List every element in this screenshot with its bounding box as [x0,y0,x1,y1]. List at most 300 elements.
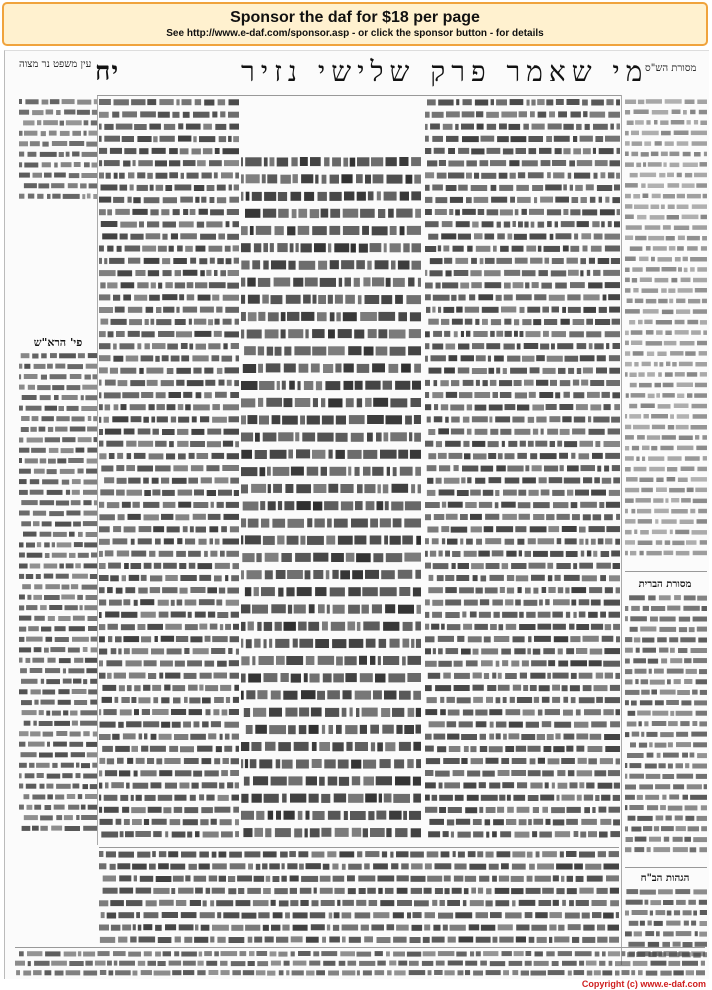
text-word [223,404,239,410]
text-word [105,550,114,556]
sponsor-banner[interactable] [2,2,708,46]
text-word [571,502,578,508]
text-word [522,477,536,483]
text-word [24,163,38,168]
text-word [536,355,545,361]
text-word [147,221,159,227]
text-word [241,811,254,820]
text-word [99,900,108,906]
text-word [180,783,190,789]
text-word [263,209,276,218]
text-word [116,124,133,130]
text-word [230,636,239,642]
text-word [370,725,379,734]
text-word [499,624,504,630]
text-word [84,511,98,516]
text-word [683,163,698,168]
text-word [533,429,538,435]
text-word [43,120,58,125]
text-word [546,404,557,410]
text-word [59,658,71,663]
text-word [91,647,97,652]
text-word [214,697,224,703]
text-word [661,131,671,136]
text-word [395,295,403,304]
text-word [694,120,698,125]
text-word [75,563,81,568]
text-word [688,299,700,304]
text-word [452,319,463,325]
text-word [462,612,466,618]
text-word [284,347,291,356]
text-word [442,538,445,544]
text-word [428,429,435,435]
text-word [208,514,221,520]
text-word [25,773,35,778]
text-word [595,136,603,142]
page-header [5,51,709,95]
text-word [579,697,595,703]
text-word [460,539,463,545]
text-word [630,173,638,178]
text-word [669,795,679,800]
text-word [164,124,175,130]
text-word [517,405,529,411]
text-word [522,319,531,325]
text-word [278,432,293,441]
text-word [625,669,632,674]
text-word [656,320,672,325]
text-word [99,502,104,508]
text-word [605,673,613,679]
text-word [99,758,105,764]
text-word [456,307,462,313]
text-word [245,759,248,768]
text-word [104,417,109,423]
text-word [605,453,620,459]
text-word [414,415,421,424]
text-word [231,343,239,349]
text-word [262,174,266,183]
text-word [616,912,619,918]
text-word [233,807,239,813]
text-word [40,395,51,400]
text-word [179,563,186,569]
text-word [83,521,97,526]
text-word [548,660,555,666]
text-word [219,852,227,858]
text-word [330,175,339,184]
text-word [108,636,112,642]
text-word [474,197,489,203]
text-word [642,638,654,643]
text-word [609,355,620,361]
text-word [687,320,698,325]
text-word [183,526,188,532]
text-word [496,465,506,471]
text-word [128,952,141,957]
text-word [544,246,561,252]
text-word [637,816,652,821]
text-word [552,307,560,313]
text-word [496,368,500,374]
text-word [583,148,591,154]
text-word [165,831,168,837]
text-word [446,136,459,142]
text-word [663,753,679,758]
text-word [557,795,560,801]
text-word [155,636,158,642]
text-word [246,725,253,734]
text-word [625,414,627,419]
text-word [562,795,575,801]
text-word [51,826,62,831]
text-word [549,416,560,422]
text-word [554,937,569,943]
text-word [436,283,441,289]
text-word [19,763,27,768]
text-word [41,627,51,632]
text-word [81,815,97,820]
text-word [128,258,140,264]
text-word [412,381,421,390]
text-word [431,624,439,630]
text-word [625,362,632,367]
text-word [667,173,674,178]
text-word [131,539,135,545]
text-word [302,433,315,442]
text-word [502,612,517,618]
text-word [669,299,673,304]
text-word [348,794,363,803]
text-word [436,961,445,966]
text-word [670,351,683,356]
text-word [102,746,113,752]
text-word [107,502,119,508]
text-word [272,519,285,528]
text-word [674,679,681,684]
text-word [686,970,694,975]
text-word [629,414,641,419]
text-word [40,532,52,537]
text-word [264,639,267,648]
text-word [30,490,44,495]
text-word [697,341,707,346]
text-word [305,828,308,837]
text-word [553,502,568,508]
text-word [568,770,575,776]
text-word [124,526,136,532]
text-word [506,709,521,715]
text-word [268,501,276,510]
text-word [156,758,162,764]
text-word [679,436,693,441]
text-word [410,937,421,943]
text-word [697,753,707,758]
text-word [199,209,208,215]
text-word [159,770,172,776]
text-word [73,522,81,527]
text-word [21,500,37,505]
text-word [339,851,354,857]
text-word [193,502,208,508]
text-word [486,852,494,858]
text-word [293,925,308,931]
text-word [219,876,226,882]
text-word [321,467,327,476]
text-word [545,599,549,605]
text-word [345,278,352,287]
text-word [220,111,225,117]
text-word [277,536,284,545]
text-word [227,209,239,215]
text-word [424,888,432,894]
text-word [152,490,160,496]
text-word [640,173,656,178]
text-word [105,612,119,618]
text-word [633,288,638,293]
text-word [203,148,213,154]
text-word [528,636,531,642]
text-word [557,514,570,520]
text-word [312,759,322,768]
text-word [84,162,90,167]
text-word [484,636,491,642]
text-word [42,100,49,105]
text-word [637,795,643,800]
text-word [211,721,221,727]
text-word [407,952,421,957]
text-word [310,157,321,166]
text-word [587,876,603,882]
text-word [86,742,97,747]
text-word [32,416,39,421]
text-word [535,912,548,918]
text-word [531,100,535,106]
text-word [138,441,153,447]
text-word [372,363,385,372]
text-word [489,746,503,752]
text-word [359,888,366,894]
text-word [284,622,296,631]
text-word [323,364,333,373]
text-word [148,673,156,679]
text-word [277,243,287,252]
text-word [305,278,318,287]
text-word [656,393,660,398]
text-word [553,172,564,178]
text-word [579,539,583,545]
text-word [415,570,421,579]
text-word [393,937,407,943]
text-word [46,784,53,789]
text-word [176,900,186,906]
text-word [567,99,580,105]
text-word [549,925,556,931]
text-word [465,970,470,975]
text-word [454,661,463,667]
text-word [45,437,60,442]
text-word [335,828,349,837]
text-word [71,584,78,589]
text-word [172,832,186,838]
text-word [562,307,566,313]
text-word [632,446,639,451]
text-word [519,111,527,117]
text-word [134,685,140,691]
text-word [527,876,533,882]
text-word [602,970,612,975]
text-word [132,864,147,870]
text-word [595,441,600,447]
text-word [673,847,688,852]
text-word [589,258,595,264]
text-word [281,673,289,682]
text-word [667,467,677,472]
text-word [411,157,421,166]
text-word [117,551,129,557]
text-word [686,540,697,545]
text-word [221,172,233,178]
text-word [608,172,615,178]
text-word [669,637,678,642]
text-word [61,763,74,768]
text-word [241,330,244,339]
text-word [453,851,456,857]
text-word [423,951,436,956]
text-word [148,961,157,966]
text-word [616,173,620,179]
text-word [644,721,648,726]
text-word [606,99,613,105]
text-word [625,616,628,621]
text-word [683,942,693,947]
text-word [293,912,308,918]
text-word [256,553,261,562]
text-word [30,668,43,673]
text-word [658,404,671,409]
text-word [450,925,466,931]
text-word [69,532,75,537]
text-word [150,575,162,581]
text-word [40,500,55,505]
text-word [665,372,673,377]
text-word [183,722,191,728]
text-word [375,970,385,975]
text-word [104,392,121,398]
text-word [86,668,97,673]
text-word [371,157,383,166]
text-word [663,225,671,230]
text-word [529,937,535,943]
text-word [312,742,317,751]
text-word [591,600,601,606]
text-word [89,131,98,136]
text-word [677,383,693,388]
text-word [611,417,620,423]
text-word [19,131,23,136]
text-word [315,639,329,648]
text-word [690,509,695,514]
text-word [104,124,113,130]
text-word [206,465,219,471]
text-word [549,295,565,301]
text-word [425,599,430,605]
text-word [425,661,437,667]
text-word [534,697,539,703]
sponsor-title[interactable]: Sponsor the daf for $18 per page [230,9,480,26]
text-word [128,307,142,313]
text-word [270,157,275,166]
text-word [118,648,121,654]
gemara-text-block [241,155,421,845]
text-word [115,697,119,703]
text-word [625,309,640,314]
text-word [209,876,217,882]
text-word [131,807,146,813]
text-word [351,760,361,769]
text-word [524,600,538,606]
text-word [151,417,155,423]
text-word [425,404,431,410]
copyright-notice[interactable]: Copyright (c) www.e-daf.com [581,979,706,989]
text-word [625,606,628,611]
text-word [245,587,251,596]
text-word [271,925,280,931]
text-word [231,575,239,581]
text-word [204,770,218,776]
text-word [659,173,665,178]
text-word [625,425,631,430]
text-word [66,970,81,975]
text-word [99,600,106,606]
text-word [78,553,89,558]
text-word [386,951,390,956]
text-word [86,532,97,537]
text-word [178,888,193,894]
text-word [610,685,620,691]
text-word [216,307,222,313]
text-word [44,542,50,547]
text-word [685,173,692,178]
text-word [204,100,214,106]
text-word [672,541,684,546]
text-word [685,816,694,821]
text-word [133,924,136,930]
text-word [391,863,398,869]
text-word [144,951,152,956]
text-word [426,307,430,313]
text-word [562,526,577,532]
text-word [117,246,122,252]
text-word [92,163,98,168]
text-word [629,952,636,957]
text-word [100,282,105,288]
text-word [210,209,224,215]
text-word [437,173,447,179]
text-word [580,270,583,276]
text-word [640,890,656,895]
text-word [514,429,530,435]
text-word [363,970,372,975]
text-word [119,875,131,881]
text-word [101,185,118,191]
text-word [161,636,174,642]
text-word [510,173,516,179]
text-word [631,393,646,398]
text-word [332,157,341,166]
text-word [313,398,318,407]
